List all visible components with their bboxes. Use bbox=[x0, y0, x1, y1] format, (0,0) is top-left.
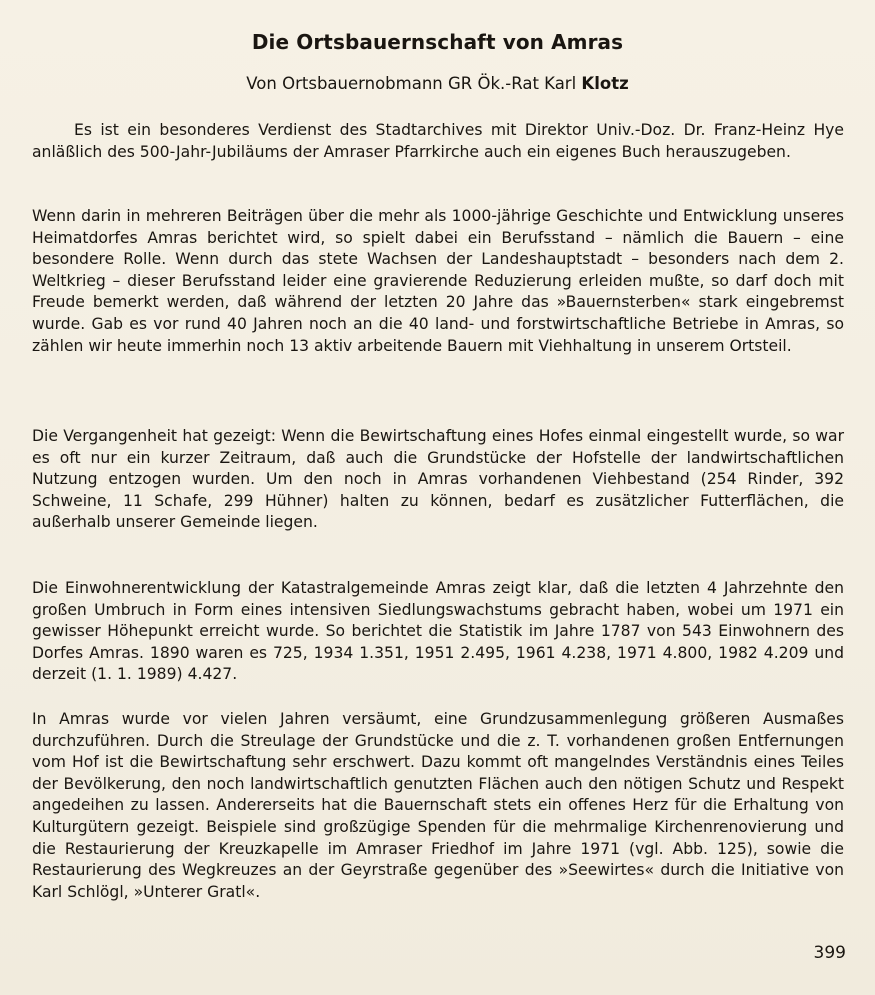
author-surname: Klotz bbox=[581, 74, 629, 93]
byline-prefix: Von Ortsbauernobmann GR Ök.-Rat Karl bbox=[246, 74, 582, 93]
paragraph-4: Die Einwohnerentwicklung der Katastralgemeinde Amras zeigt klar, daß die letzten 4 Jahrzehnte den großen Umbruch in Form eines intensiven Siedlungswachstums gebracht haben, wobei um 1971 ein gewisser Höhepunkt erreicht wurde. So berichtet die Statistik im Jahre 1787 von 543 Einwohnern des Dorfes Amras. 1890 waren es 725, 1934 1.351, 1951 2.495, 1961 4.238, 1971 4.800, 1982 4.209 und derzeit (1. 1. 1989) 4.427. bbox=[32, 579, 844, 684]
paragraph-1: Es ist ein besonderes Verdienst des Stadtarchives mit Direktor Univ.-Doz. Dr. Franz-Heinz Hye anläßlich des 500-Jahr-Jubiläums der Amraser Pfarrkirche auch ein eigenes Buch herauszugeben. bbox=[32, 121, 844, 161]
page-number: 399 bbox=[813, 943, 846, 963]
author-byline bbox=[0, 74, 875, 93]
article-title: Die Ortsbauernschaft von Amras bbox=[251, 30, 624, 54]
paragraph-5: In Amras wurde vor vielen Jahren versäumt, eine Grundzusammenlegung größeren Ausmaßes durchzuführen. Durch die Streulage der Grundstücke und die z. T. vorhandenen großen Entfernungen vom Hof ist die Bewirtschaftung sehr erschwert. Dazu kommt oft mangelndes Verständnis eines Teiles der Bevölkerung, den noch landwirtschaftlich genutzten Flächen auch den nötigen Schutz und Respekt angedeihen zu lassen. Andererseits hat die Bauernschaft stets ein offenes Herz für die Erhaltung von Kulturgütern gezeigt. Beispiele sind großzügige Spenden für die mehrmalige Kirchenrenovierung und die Restaurierung der Kreuzkapelle im Amraser Friedhof im Jahre 1971 (vgl. Abb. 125), sowie die Restaurierung des Wegkreuzes an der Geyrstraße gegenüber des »Seewirtes« durch die Initiative von Karl Schlögl, »Unterer Gratl«. bbox=[32, 710, 844, 901]
paragraph-3: Die Vergangenheit hat gezeigt: Wenn die Bewirtschaftung eines Hofes einmal eingestellt wurde, so war es oft nur ein kurzer Zeitraum, daß auch die Grundstücke der Hofstelle der landwirtschaftlichen Nutzung entzogen wurden. Um den noch in Amras vorhandenen Viehbestand (254 Rinder, 392 Schweine, 11 Schafe, 299 Hühner) halten zu können, bedarf es zusätzlicher Futterflächen, die außerhalb unserer Gemeinde liegen. bbox=[32, 427, 844, 532]
paragraph-2: Wenn darin in mehreren Beiträgen über die mehr als 1000-jährige Geschichte und Entwicklung unseres Heimatdorfes Amras berichtet wird, so spielt dabei ein Berufsstand – nämlich die Bauern – eine besondere Rolle. Wenn durch das stete Wachsen der Landeshauptstadt – besonders nach dem 2. Weltkrieg – dieser Berufsstand leider eine gravierende Reduzierung erleiden mußte, so darf doch mit Freude bemerkt werden, daß während der letzten 20 Jahre das »Bauernsterben« stark eingebremst wurde. Gab es vor rund 40 Jahren noch an die 40 land- und forstwirtschaftliche Betriebe in Amras, so zählen wir heute immerhin noch 13 aktiv arbeitende Bauern mit Viehhaltung in unserem Ortsteil. bbox=[32, 207, 844, 355]
